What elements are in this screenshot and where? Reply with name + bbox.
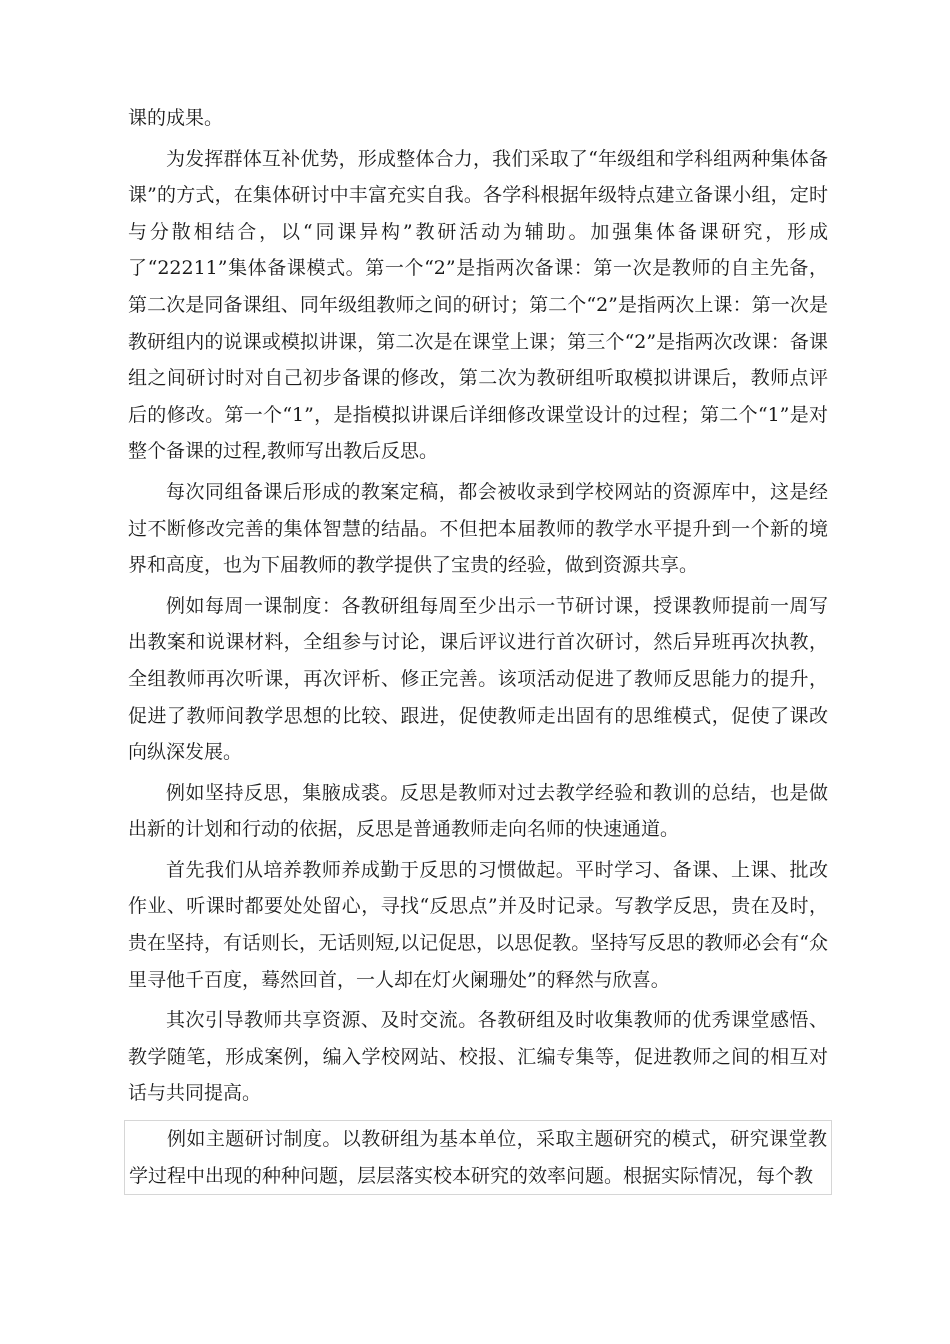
paragraph-reflection: 例如坚持反思，集腋成裘。反思是教师对过去教学经验和教训的总结，也是做出新的计划和行动的依据，反思是普通教师走向名师的快速通道。 — [128, 781, 828, 841]
paragraph-topic-seminar: 例如主题研讨制度。以教研组为基本单位，采取主题研究的模式，研究课堂教学过程中出现的种种问题，层层落实校本研究的效率问题。根据实际情况，每个教 — [124, 1120, 832, 1195]
paragraph-share-resources: 其次引导教师共享资源、及时交流。各教研组及时收集教师的优秀课堂感悟、教学随笔，形成案例，编入学校网站、校报、汇编专集等，促进教师之间的相互对话与共同提高。 — [128, 1009, 828, 1105]
paragraph-continuation: 课的成果。 — [128, 107, 224, 129]
document-body — [128, 100, 828, 1199]
paragraph-weekly-lesson: 例如每周一课制度：各教研组每周至少出示一节研讨课，授课教师提前一周写出教案和说课材料，全组参与讨论，课后评议进行首次研讨，然后异班再次执教，全组教师再次听课，再次评析、修正完善。该项活动促进了教师反思能力的提升，促进了教师间教学思想的比较、跟进，促使教师走出固有的思维模式，促使了课改向纵深发展。 — [128, 594, 828, 764]
paragraph-reflection-habit: 首先我们从培养教师养成勤于反思的习惯做起。平时学习、备课、上课、批改作业、听课时都要处处留心，寻找“反思点”并及时记录。写教学反思，贵在及时，贵在坚持，有话则长，无话则短,以记促思，以思促教。坚持写反思的教师必会有“众里寻他千百度，蓦然回首，一人却在灯火阑珊处”的释然与欣喜。 — [128, 858, 828, 991]
paragraph-collective-lesson-prep: 为发挥群体互补优势，形成整体合力，我们采取了“年级组和学科组两种集体备课”的方式，在集体研讨中丰富充实自我。各学科根据年级特点建立备课小组，定时与分散相结合，以“同课异构”教研活动为辅助。加强集体备课研究，形成了“22211”集体备课模式。第一个“2”是指两次备课：第一次是教师的自主先备，第二次是同备课组、同年级组教师之间的研讨；第二个“2”是指两次上课：第一次是教研组内的说课或模拟讲课，第二次是在课堂上课；第三个“2”是指两次改课：备课组之间研讨时对自己初步备课的修改，第二次为教研组听取模拟讲课后，教师点评后的修改。第一个“1”，是指模拟讲课后详细修改课堂设计的过程；第二个“1”是对整个备课的过程,教师写出教后反思。 — [128, 147, 828, 463]
paragraph-resource-sharing: 每次同组备课后形成的教案定稿，都会被收录到学校网站的资源库中，这是经过不断修改完善的集体智慧的结晶。不但把本届教师的教学水平提升到一个新的境界和高度，也为下届教师的教学提供了宝贵的经验，做到资源共享。 — [128, 480, 828, 577]
